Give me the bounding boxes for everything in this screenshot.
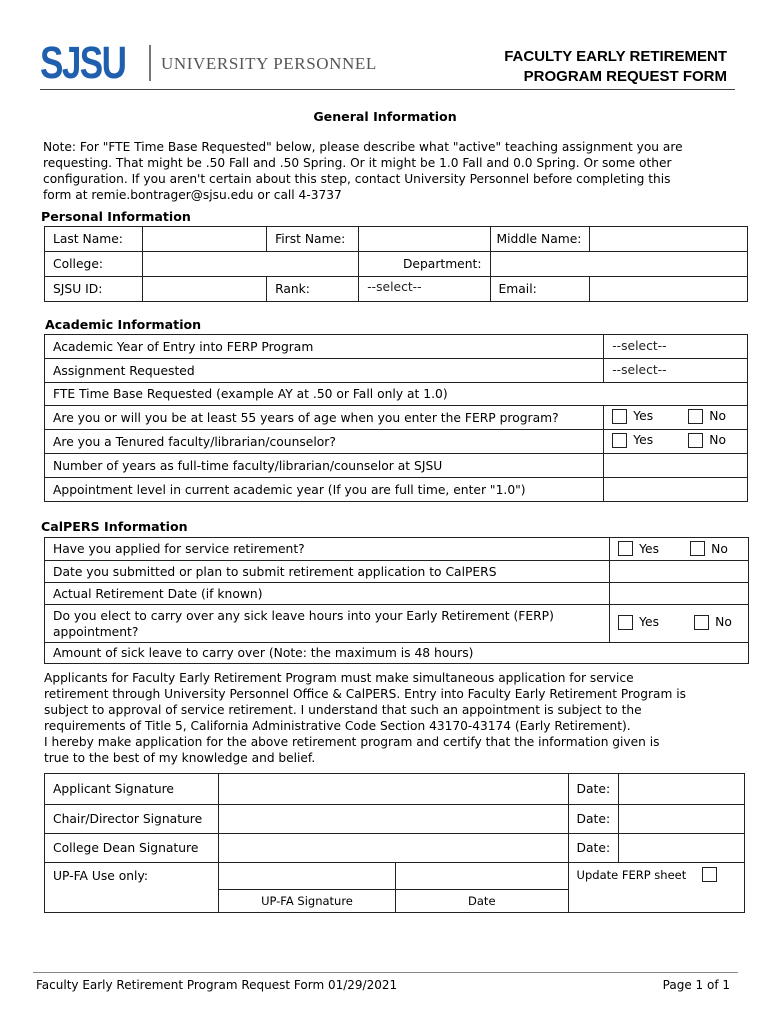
chair-signature-field[interactable] xyxy=(218,805,568,834)
upfa-signature-label: UP-FA Signature xyxy=(219,889,395,908)
age-55-question: Are you or will you be at least 55 years of age when you enter the FERP program? xyxy=(45,406,604,430)
dean-signature-label: College Dean Signature xyxy=(45,834,219,863)
college-field[interactable] xyxy=(143,252,359,277)
yes-label: Yes xyxy=(639,615,659,629)
yes-label: Yes xyxy=(633,433,654,447)
certification-line: true to the best of my knowledge and belief. xyxy=(44,751,316,765)
calpers-information-table xyxy=(44,537,749,664)
certification-line: retirement through University Personnel Office & CalPERS. Entry into Faculty Early Retirement Program is xyxy=(44,687,686,701)
dean-date-field[interactable] xyxy=(619,834,745,863)
sick-leave-amount-label[interactable]: Amount of sick leave to carry over (Note: the maximum is 48 hours) xyxy=(45,643,749,664)
applicant-signature-label: Applicant Signature xyxy=(45,774,219,805)
middle-name-label: Middle Name: xyxy=(490,227,590,252)
certification-text xyxy=(44,670,734,766)
no-label: No xyxy=(711,541,728,556)
email-field[interactable] xyxy=(590,277,748,302)
applicant-signature-field[interactable] xyxy=(218,774,568,805)
upfa-signature-field[interactable] xyxy=(218,863,395,913)
appointment-level-label: Appointment level in current academic year (If you are full time, enter "1.0") xyxy=(45,478,604,502)
last-name-label: Last Name: xyxy=(45,227,143,252)
department-label: Department: xyxy=(359,252,490,277)
appointment-level-field[interactable] xyxy=(604,478,748,502)
checkbox-icon[interactable] xyxy=(612,409,627,424)
fte-time-base-label[interactable]: FTE Time Base Requested (example AY at .50 or Fall only at 1.0) xyxy=(45,383,748,406)
checkbox-icon[interactable] xyxy=(690,541,705,556)
tenured-question: Are you a Tenured faculty/librarian/counselor? xyxy=(45,430,604,454)
checkbox-icon[interactable] xyxy=(618,615,633,630)
applied-service-retirement-question: Have you applied for service retirement? xyxy=(45,538,610,561)
dean-signature-field[interactable] xyxy=(218,834,568,863)
tenured-yes-option[interactable] xyxy=(612,433,688,448)
applicant-date-field[interactable] xyxy=(619,774,745,805)
email-label: Email: xyxy=(490,277,590,302)
last-name-field[interactable] xyxy=(143,227,267,252)
general-information-heading: General Information xyxy=(313,109,457,124)
upfa-date-label: Date xyxy=(396,889,568,908)
department-field[interactable] xyxy=(490,252,748,277)
chair-signature-label: Chair/Director Signature xyxy=(45,805,219,834)
years-full-time-field[interactable] xyxy=(604,454,748,478)
sick-leave-yes-option[interactable] xyxy=(618,615,694,630)
form-title-line-2: PROGRAM REQUEST FORM xyxy=(523,68,727,85)
first-name-field[interactable] xyxy=(359,227,490,252)
chair-date-field[interactable] xyxy=(619,805,745,834)
checkbox-icon[interactable] xyxy=(618,541,633,556)
personal-information-heading: Personal Information xyxy=(41,209,191,224)
rank-label: Rank: xyxy=(267,277,359,302)
sick-leave-carryover-question xyxy=(45,605,610,643)
academic-year-select[interactable]: --select-- xyxy=(604,335,748,359)
question-line: Do you elect to carry over any sick leave hours into your Early Retirement (FERP) xyxy=(53,608,554,623)
checkbox-icon[interactable] xyxy=(688,433,703,448)
age-yes-option[interactable] xyxy=(612,409,688,424)
academic-year-entry-label: Academic Year of Entry into FERP Program xyxy=(45,335,604,359)
sjsu-id-label: SJSU ID: xyxy=(45,277,143,302)
checkbox-icon[interactable] xyxy=(688,409,703,424)
years-full-time-label: Number of years as full-time faculty/librarian/counselor at SJSU xyxy=(45,454,604,478)
footer-form-name: Faculty Early Retirement Program Request Form 01/29/2021 xyxy=(36,978,398,992)
footer-rule xyxy=(33,972,738,973)
applicant-date-label: Date: xyxy=(568,774,619,805)
middle-name-field[interactable] xyxy=(590,227,748,252)
calpers-application-date-label: Date you submitted or plan to submit retirement application to CalPERS xyxy=(45,561,610,583)
footer-page-number: Page 1 of 1 xyxy=(662,978,730,992)
yes-label: Yes xyxy=(633,409,654,423)
actual-retirement-date-label: Actual Retirement Date (if known) xyxy=(45,583,610,605)
no-label: No xyxy=(715,615,732,629)
upfa-date-field[interactable] xyxy=(396,863,569,913)
form-title xyxy=(504,47,727,87)
checkbox-icon[interactable] xyxy=(702,867,717,882)
fte-note xyxy=(43,139,733,203)
update-ferp-label: Update FERP sheet xyxy=(576,867,687,882)
assignment-select[interactable]: --select-- xyxy=(604,359,748,383)
header-rule xyxy=(40,89,735,90)
note-line: configuration. If you aren't certain about this step, contact University Personnel before completing this xyxy=(43,172,671,186)
college-label: College: xyxy=(45,252,143,277)
applied-no-option[interactable] xyxy=(690,541,728,556)
chair-date-label: Date: xyxy=(568,805,619,834)
certification-line: Applicants for Faculty Early Retirement Program must make simultaneous application for service xyxy=(44,671,634,685)
actual-retirement-date-field[interactable] xyxy=(610,583,749,605)
academic-information-table xyxy=(44,334,748,502)
academic-information-heading: Academic Information xyxy=(45,317,202,332)
no-label: No xyxy=(709,433,726,447)
logo-divider xyxy=(149,45,151,81)
signature-table xyxy=(44,773,745,913)
yes-label: Yes xyxy=(639,541,659,556)
question-line: appointment? xyxy=(53,624,139,639)
certification-line: requirements of Title 5, California Administrative Code Section 43170-43174 (Early Retirement). xyxy=(44,719,631,733)
note-line: requesting. That might be .50 Fall and .50 Spring. Or it might be 1.0 Fall and 0.0 Spring. Or some other xyxy=(43,156,672,170)
assignment-requested-label: Assignment Requested xyxy=(45,359,604,383)
form-title-line-1: FACULTY EARLY RETIREMENT xyxy=(504,48,727,65)
rank-select[interactable]: --select-- xyxy=(359,277,490,302)
university-personnel-wordmark: UNIVERSITY PERSONNEL xyxy=(161,54,377,73)
no-label: No xyxy=(709,409,726,423)
age-no-option[interactable] xyxy=(688,409,726,424)
note-line: form at remie.bontrager@sjsu.edu or call 4-3737 xyxy=(43,188,342,202)
sjsu-id-field[interactable] xyxy=(143,277,267,302)
tenured-no-option[interactable] xyxy=(688,433,726,448)
sjsu-logo: SJSU xyxy=(40,37,126,88)
update-ferp-sheet-option[interactable] xyxy=(577,867,724,882)
checkbox-icon[interactable] xyxy=(694,615,709,630)
personal-information-table xyxy=(44,226,748,302)
calpers-application-date-field[interactable] xyxy=(610,561,749,583)
applied-yes-option[interactable] xyxy=(618,541,690,556)
note-line: Note: For "FTE Time Base Requested" below, please describe what "active" teaching assignment you are xyxy=(43,140,683,154)
certification-line: I hereby make application for the above retirement program and certify that the information given is xyxy=(44,735,660,749)
upfa-use-only-label: UP-FA Use only: xyxy=(45,863,219,913)
sick-leave-no-option[interactable] xyxy=(694,615,732,630)
calpers-information-heading: CalPERS Information xyxy=(41,519,188,534)
first-name-label: First Name: xyxy=(267,227,359,252)
dean-date-label: Date: xyxy=(568,834,619,863)
checkbox-icon[interactable] xyxy=(612,433,627,448)
certification-line: subject to approval of service retirement. I understand that such an appointment is subject to the xyxy=(44,703,642,717)
